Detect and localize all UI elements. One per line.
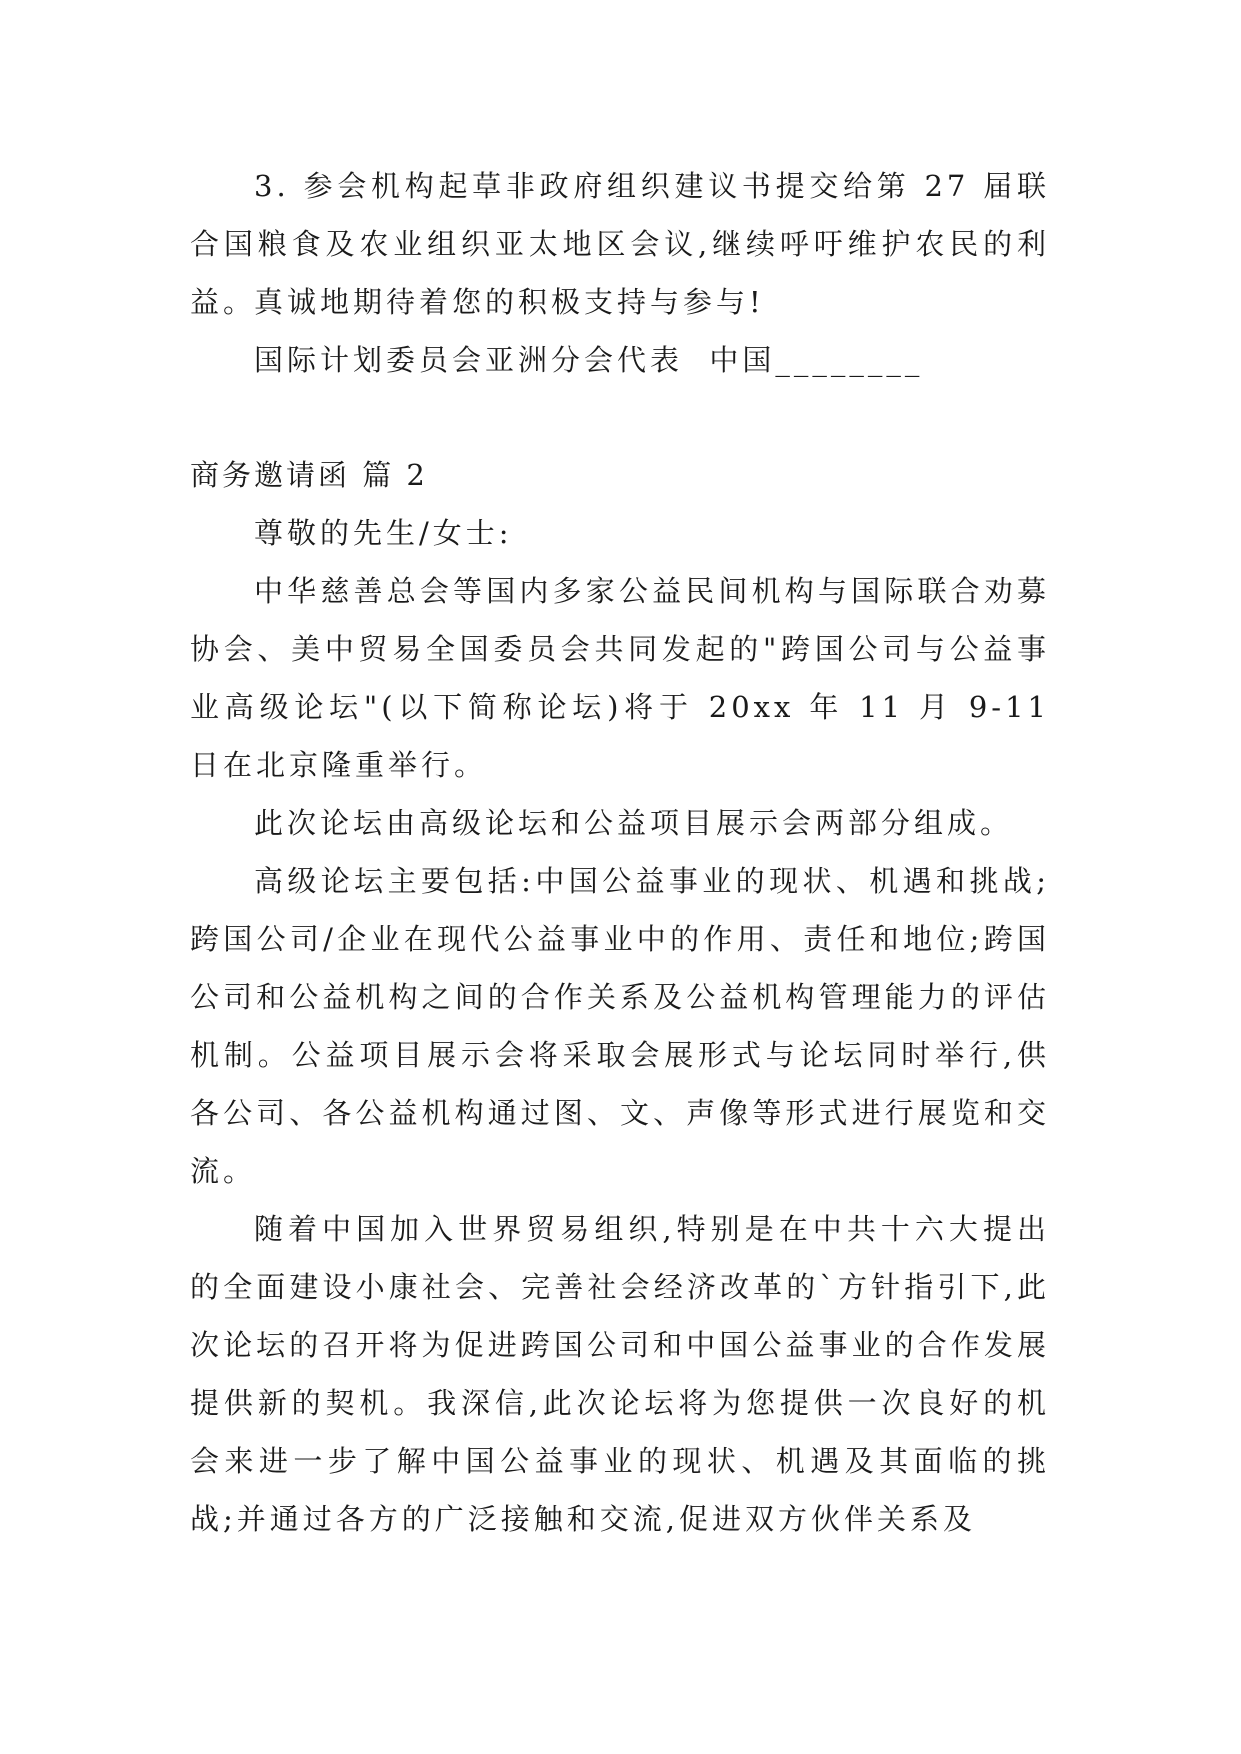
paragraph-closing-wish: 真诚地期待着您的积极支持与参与! xyxy=(254,285,765,319)
section-title: 商务邀请函 篇 2 xyxy=(190,458,428,492)
salutation: 尊敬的先生/女士: xyxy=(254,516,513,550)
paragraph-forum-announcement: 中华慈善总会等国内多家公益民间机构与国际联合劝募协会、美中贸易全国委员会共同发起的"跨国公司与公益事业高级论坛"(以下简称论坛)将于 20xx 年 11 月 9-11 日在北京隆重举行。 xyxy=(190,574,1050,782)
paragraph-proposal-submission: 3. 参会机构起草非政府组织建议书提交给第 27 届联合国粮食及农业组织亚太地区会议,继续呼吁维护农民的利益。 xyxy=(190,169,1050,319)
paragraph-forum-topics: 高级论坛主要包括:中国公益事业的现状、机遇和挑战;跨国公司/企业在现代公益事业中的作用、责任和地位;跨国公司和公益机构之间的合作关系及公益机构管理能力的评估机制。公益项目展示会将采取会展形式与论坛同时举行,供各公司、各公益机构通过图、文、声像等形式进行展览和交流。 xyxy=(190,864,1050,1188)
signature-line: 国际计划委员会亚洲分会代表 中国________ xyxy=(254,343,924,377)
paragraph-forum-significance: 随着中国加入世界贸易组织,特别是在中共十六大提出的全面建设小康社会、完善社会经济改革的`方针指引下,此次论坛的召开将为促进跨国公司和中国公益事业的合作发展提供新的契机。我深信,此次论坛将为您提供一次良好的机会来进一步了解中国公益事业的现状、机遇及其面临的挑战;并通过各方的广泛接触和交流,促进双方伙伴关系及 xyxy=(190,1212,1050,1536)
paragraph-forum-composition: 此次论坛由高级论坛和公益项目展示会两部分组成。 xyxy=(254,806,1014,840)
